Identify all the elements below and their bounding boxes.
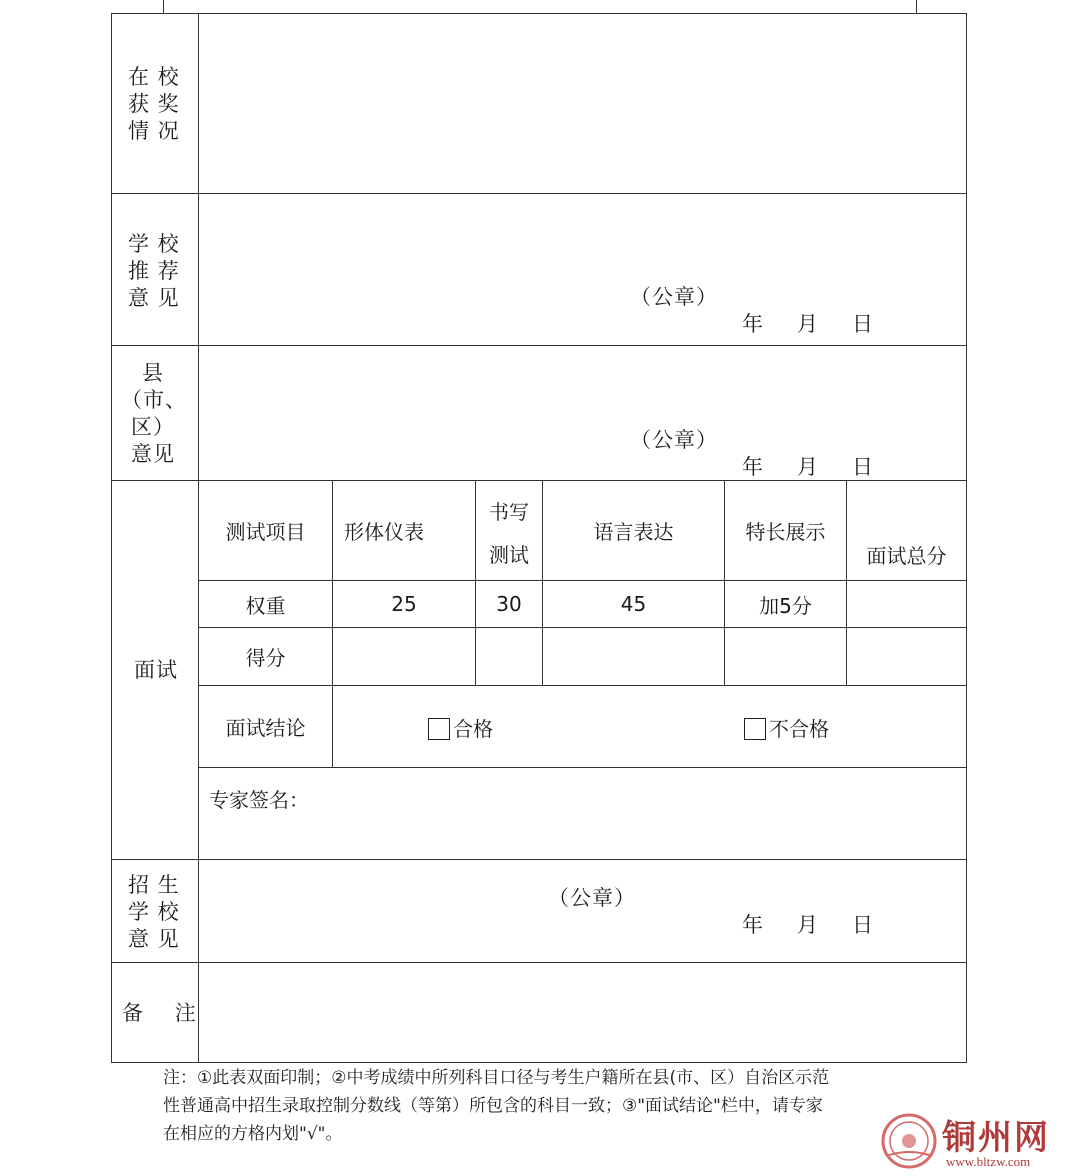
fail-label: 不合格 xyxy=(769,717,829,741)
conclusion-label: 面试结论 xyxy=(225,716,306,740)
enroll-stamp: （公章） xyxy=(548,886,636,910)
watermark-logo xyxy=(880,1110,1070,1172)
fail-checkbox[interactable] xyxy=(744,718,766,740)
county-date-year: 年 xyxy=(742,455,764,479)
header-language: 语言表达 xyxy=(593,520,674,544)
score-talent-field[interactable] xyxy=(726,629,845,684)
county-date-day: 日 xyxy=(852,455,874,479)
header-appearance: 形体仪表 xyxy=(344,520,424,544)
weight-label: 权重 xyxy=(245,593,286,618)
enroll-school-label: 招 生 学 校 意 见 xyxy=(128,873,180,951)
enroll-date-day: 日 xyxy=(852,913,874,937)
school-stamp: （公章） xyxy=(630,285,718,309)
header-test-item: 测试项目 xyxy=(225,520,306,544)
note-line-2: 性普通高中招生录取控制分数线（等第）所包含的科目一致；③"面试结论"栏中，请专家 xyxy=(163,1096,823,1116)
interview-label: 面试 xyxy=(134,658,178,682)
note-line-3: 在相应的方格内划"√"。 xyxy=(163,1124,343,1144)
weight-writing: 30 xyxy=(496,592,522,616)
seal-icon xyxy=(880,1112,938,1170)
awards-label: 在 校 获 奖 情 况 xyxy=(128,65,180,143)
enroll-date-month: 月 xyxy=(797,913,819,937)
enroll-date-year: 年 xyxy=(742,913,764,937)
county-date-month: 月 xyxy=(797,455,819,479)
score-total-field[interactable] xyxy=(848,629,965,684)
county-opinion-label: 县 （市、 区） 意见 xyxy=(121,361,187,466)
school-recommend-label: 学 校 推 荐 意 见 xyxy=(128,232,180,310)
county-stamp: （公章） xyxy=(630,428,718,452)
pass-label: 合格 xyxy=(453,717,493,741)
score-writing-field[interactable] xyxy=(477,629,541,684)
fail-option[interactable] xyxy=(744,713,829,742)
header-talent: 特长展示 xyxy=(745,520,826,544)
school-date-day: 日 xyxy=(852,312,874,336)
pass-option[interactable] xyxy=(428,713,493,742)
pass-checkbox[interactable] xyxy=(428,718,450,740)
weight-appearance: 25 xyxy=(391,592,417,616)
remarks-label: 备 注 xyxy=(122,1001,197,1025)
expert-sign-label: 专家签名： xyxy=(209,788,309,812)
score-label: 得分 xyxy=(245,646,286,670)
score-language-field[interactable] xyxy=(544,629,723,684)
school-date-year: 年 xyxy=(742,312,764,336)
header-writing: 书写 测试 xyxy=(489,500,529,567)
note-line-1: 注：①此表双面印制；②中考成绩中所列科目口径与考生户籍所在县(市、区）自治区示范 xyxy=(163,1068,830,1088)
watermark-text: 铜州网 xyxy=(942,1118,1050,1158)
weight-language: 45 xyxy=(620,592,647,616)
weight-talent: 加5分 xyxy=(759,593,812,618)
score-appearance-field[interactable] xyxy=(334,629,474,684)
school-date-month: 月 xyxy=(797,312,819,336)
watermark-url: www.bltzw.com xyxy=(946,1154,1031,1169)
header-total: 面试总分 xyxy=(866,543,947,568)
